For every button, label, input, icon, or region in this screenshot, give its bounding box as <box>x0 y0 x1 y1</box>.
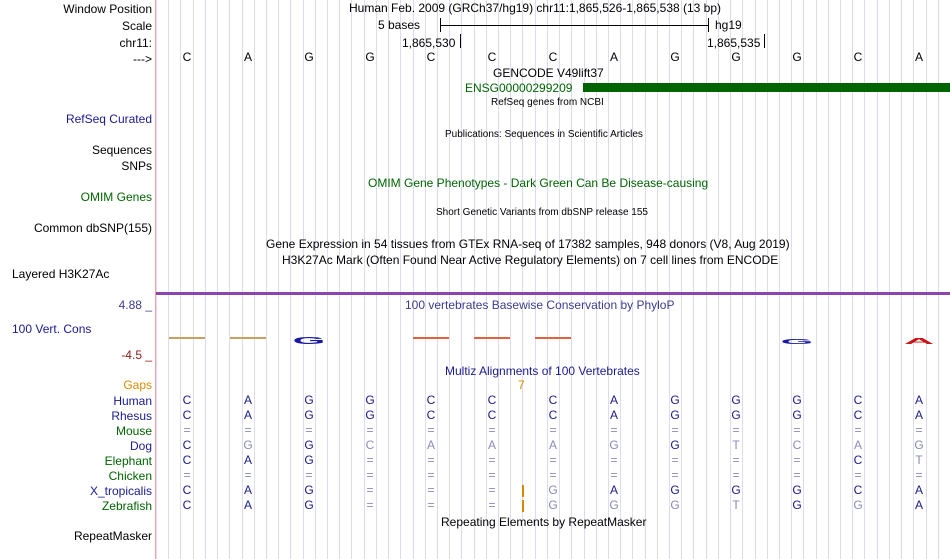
alignment-base: = <box>366 483 374 497</box>
alignment-base: C <box>853 408 863 422</box>
alignment-base: = <box>488 498 496 512</box>
coord-right: 1,865,535 <box>707 36 761 50</box>
alignment-base: = <box>915 423 923 437</box>
alignment-base: C <box>365 438 375 452</box>
alignment-base: G <box>731 393 741 407</box>
species-label[interactable]: Chicken <box>108 469 152 483</box>
refseq-title: RefSeq genes from NCBI <box>491 97 604 108</box>
alignment-base: A <box>426 438 435 452</box>
coord-tick-left <box>460 34 461 48</box>
alignment-base: = <box>610 423 618 437</box>
species-label[interactable]: Human <box>113 394 152 408</box>
alignment-base: G <box>792 408 802 422</box>
alignment-base: G <box>304 438 314 452</box>
alignment-base: G <box>792 393 802 407</box>
alignment-base: = <box>244 468 252 482</box>
alignment-row[interactable] <box>156 468 950 483</box>
alignment-base: G <box>670 393 680 407</box>
gap-marker <box>522 485 524 497</box>
reference-base: C <box>853 50 863 64</box>
conservation-low-mark <box>474 337 510 339</box>
scale-bar <box>440 25 708 26</box>
phylop-min-label: -4.5 _ <box>121 348 152 362</box>
alignment-base: G <box>853 498 863 512</box>
alignment-base: = <box>732 423 740 437</box>
conservation-low-mark <box>413 337 449 339</box>
alignment-base: = <box>732 468 740 482</box>
alignment-base: A <box>548 438 557 452</box>
alignment-base: C <box>182 453 192 467</box>
alignment-base: C <box>853 483 863 497</box>
alignment-base: = <box>427 453 435 467</box>
alignment-base: G <box>365 393 375 407</box>
alignment-base: = <box>244 423 252 437</box>
conservation-logo-base: G <box>780 337 814 346</box>
alignment-base: A <box>243 498 252 512</box>
alignment-base: A <box>243 453 252 467</box>
alignment-row[interactable] <box>156 453 950 468</box>
strand-arrow-label[interactable]: ---> <box>133 52 152 66</box>
reference-base: G <box>670 50 680 64</box>
coord-tick-right <box>764 34 765 48</box>
alignment-base: A <box>914 408 923 422</box>
alignment-base: C <box>182 408 192 422</box>
sequences-label[interactable]: Sequences <box>91 143 152 157</box>
alignment-base: C <box>548 408 558 422</box>
alignment-base: G <box>304 483 314 497</box>
alignment-base: G <box>548 498 558 512</box>
species-label[interactable]: Rhesus <box>111 409 152 423</box>
browser-track-area[interactable] <box>156 0 950 559</box>
alignment-base: C <box>426 393 436 407</box>
alignment-row[interactable] <box>156 393 950 408</box>
reference-base: A <box>243 50 252 64</box>
alignment-base: C <box>426 408 436 422</box>
alignment-base: = <box>427 498 435 512</box>
alignment-base: C <box>182 483 192 497</box>
alignment-base: G <box>670 408 680 422</box>
alignment-base: C <box>182 498 192 512</box>
conservation-logo-base: G <box>292 334 326 347</box>
conservation-logo-track <box>156 318 950 358</box>
alignment-row[interactable] <box>156 408 950 423</box>
conservation-low-mark <box>535 337 571 339</box>
alignment-base: = <box>793 423 801 437</box>
alignment-base: T <box>732 498 740 512</box>
alignment-base: G <box>609 498 619 512</box>
reference-base: C <box>426 50 436 64</box>
alignment-row[interactable] <box>156 483 950 498</box>
alignment-base: C <box>182 393 192 407</box>
alignment-base: G <box>243 438 253 452</box>
species-label[interactable]: Dog <box>129 439 152 453</box>
alignment-base: C <box>182 438 192 452</box>
alignment-row[interactable] <box>156 423 950 438</box>
alignment-base: G <box>548 483 558 497</box>
conservation-logo-base: A <box>903 337 935 346</box>
species-label[interactable]: Zebrafish <box>101 499 152 513</box>
alignment-base: = <box>732 453 740 467</box>
alignment-base: = <box>549 423 557 437</box>
gene-name[interactable]: ENSG00000299209 <box>465 81 573 95</box>
common-dbsnp-label[interactable]: Common dbSNP(155) <box>33 221 152 235</box>
repeatmasker-label[interactable]: RepeatMasker <box>73 529 152 543</box>
gaps-label[interactable]: Gaps <box>123 378 152 392</box>
species-label[interactable]: X_tropicalis <box>89 484 152 498</box>
reference-base: A <box>914 50 923 64</box>
multiz-title: Multiz Alignments of 100 Vertebrates <box>445 364 640 378</box>
gap-count: 7 <box>518 378 525 392</box>
track-group-separator <box>156 292 950 295</box>
alignment-base: A <box>243 393 252 407</box>
alignment-base: = <box>366 423 374 437</box>
snps-label[interactable]: SNPs <box>121 159 152 173</box>
alignment-base: G <box>670 498 680 512</box>
alignment-base: A <box>609 483 618 497</box>
alignment-base: G <box>731 483 741 497</box>
alignment-base: = <box>427 468 435 482</box>
phylop-title: 100 vertebrates Basewise Conservation by PhyloP <box>405 298 675 312</box>
phylop-max-label: 4.88 _ <box>118 298 152 312</box>
alignment-base: = <box>427 483 435 497</box>
alignment-base: = <box>915 468 923 482</box>
alignment-base: A <box>609 393 618 407</box>
omim-genes-label[interactable]: OMIM Genes <box>80 190 152 204</box>
alignment-base: A <box>914 393 923 407</box>
alignment-base: C <box>853 393 863 407</box>
alignment-base: = <box>549 468 557 482</box>
gene-feature-bar[interactable] <box>583 83 950 92</box>
alignment-base: G <box>792 498 802 512</box>
alignment-base: = <box>793 468 801 482</box>
species-label[interactable]: Elephant <box>104 454 152 468</box>
reference-base: G <box>731 50 741 64</box>
reference-base: G <box>304 50 314 64</box>
alignment-base: = <box>183 468 191 482</box>
species-label[interactable]: Mouse <box>115 424 152 438</box>
alignment-base: G <box>304 498 314 512</box>
gtex-title: Gene Expression in 54 tissues from GTEx RNA-seq of 17382 samples, 948 donors (V8, Aug 2019) <box>266 237 790 251</box>
scale-label[interactable]: Scale <box>121 19 152 33</box>
alignment-row[interactable] <box>156 438 950 453</box>
alignment-base: = <box>366 468 374 482</box>
alignment-base: = <box>854 423 862 437</box>
alignment-base: A <box>243 483 252 497</box>
alignment-base: G <box>304 393 314 407</box>
assembly-label: hg19 <box>715 18 742 32</box>
alignment-base: = <box>793 453 801 467</box>
reference-base: G <box>365 50 375 64</box>
alignment-base: = <box>488 423 496 437</box>
alignment-base: = <box>305 423 313 437</box>
alignment-base: G <box>914 438 924 452</box>
alignment-base: A <box>487 438 496 452</box>
alignment-base: = <box>610 453 618 467</box>
alignment-base: G <box>365 408 375 422</box>
reference-base: C <box>487 50 497 64</box>
alignment-base: C <box>487 393 497 407</box>
alignment-base: G <box>792 483 802 497</box>
alignment-base: = <box>427 423 435 437</box>
alignment-base: = <box>610 468 618 482</box>
reference-base: A <box>609 50 618 64</box>
reference-base: C <box>548 50 558 64</box>
vert-cons-label[interactable]: 100 Vert. Cons <box>12 322 92 336</box>
alignment-base: T <box>732 438 740 452</box>
position-header: Human Feb. 2009 (GRCh37/hg19) chr11:1,865,526-1,865,538 (13 bp) <box>349 1 722 15</box>
conservation-low-mark <box>169 337 205 339</box>
alignment-base: C <box>548 393 558 407</box>
alignment-base: = <box>488 483 496 497</box>
track-label-column <box>0 0 155 559</box>
scale-text: 5 bases <box>378 18 421 32</box>
alignment-base: C <box>792 438 802 452</box>
scale-bar-right-tick <box>708 18 709 32</box>
coord-left: 1,865,530 <box>402 36 456 50</box>
conservation-low-mark <box>230 337 266 339</box>
alignment-base: = <box>488 453 496 467</box>
gap-marker <box>522 500 524 512</box>
alignment-base: G <box>304 453 314 467</box>
h3k27ac-title: H3K27Ac Mark (Often Found Near Active Regulatory Elements) on 7 cell lines from ENCODE <box>282 253 779 267</box>
window-position-label[interactable]: Window Position <box>63 2 152 16</box>
alignment-base: = <box>488 468 496 482</box>
alignment-base: G <box>670 438 680 452</box>
alignment-base: = <box>671 468 679 482</box>
alignment-base: = <box>366 453 374 467</box>
layered-h3k27ac-label[interactable]: Layered H3K27Ac <box>12 267 110 281</box>
alignment-base: A <box>609 408 618 422</box>
alignment-base: G <box>731 408 741 422</box>
alignment-base: C <box>853 453 863 467</box>
alignment-base: T <box>915 453 923 467</box>
repeatmasker-title: Repeating Elements by RepeatMasker <box>441 515 647 529</box>
alignment-base: A <box>914 483 923 497</box>
gencode-title: GENCODE V49lift37 <box>493 66 604 80</box>
alignment-base: = <box>183 423 191 437</box>
publications-title: Publications: Sequences in Scientific Articles <box>445 129 643 140</box>
chr-label[interactable]: chr11: <box>119 36 152 50</box>
alignment-row[interactable] <box>156 498 950 513</box>
alignment-base: = <box>671 453 679 467</box>
alignment-base: A <box>853 438 862 452</box>
alignment-base: = <box>366 498 374 512</box>
reference-base: C <box>182 50 192 64</box>
alignment-base: A <box>914 498 923 512</box>
alignment-base: C <box>487 408 497 422</box>
refseq-curated-label[interactable]: RefSeq Curated <box>65 112 152 126</box>
alignment-base: = <box>854 468 862 482</box>
alignment-base: G <box>609 438 619 452</box>
alignment-base: = <box>549 453 557 467</box>
omim-title: OMIM Gene Phenotypes - Dark Green Can Be Disease-causing <box>368 176 709 190</box>
alignment-base: = <box>305 468 313 482</box>
alignment-base: = <box>671 423 679 437</box>
reference-base: G <box>792 50 802 64</box>
dbsnp-title: Short Genetic Variants from dbSNP release 155 <box>436 207 648 218</box>
alignment-base: G <box>670 483 680 497</box>
alignment-base: G <box>304 408 314 422</box>
alignment-base: A <box>243 408 252 422</box>
